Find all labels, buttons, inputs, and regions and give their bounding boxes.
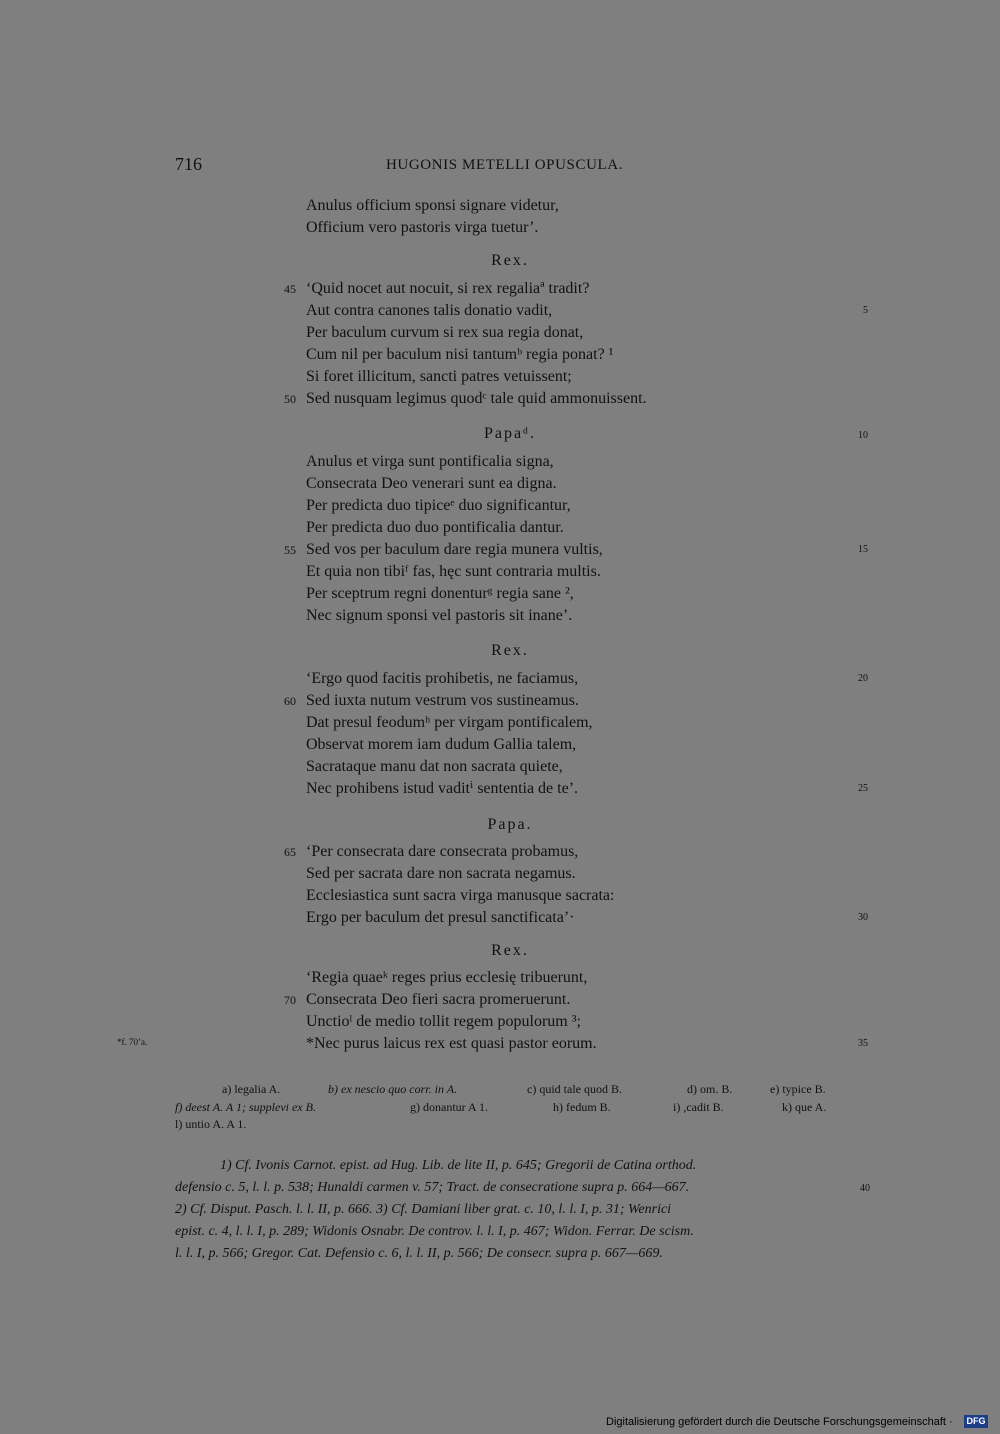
speaker-heading: Rex. — [491, 942, 529, 959]
apparatus-entry: c) quid tale quod B. — [527, 1082, 622, 1096]
right-line-number: 35 — [858, 1038, 868, 1049]
verse-line: Sed iuxta nutum vestrum vos sustineamus. — [306, 692, 579, 709]
right-line-number: 20 — [858, 673, 868, 684]
apparatus-entry: g) donantur A 1. — [410, 1100, 488, 1114]
verse-line: Observat morem iam dudum Gallia talem, — [306, 736, 577, 753]
apparatus-entry: i) ,cadit B. — [673, 1100, 724, 1114]
apparatus-entry: a) legalia A. — [222, 1082, 281, 1096]
speaker-heading: Rex. — [491, 252, 529, 269]
page-number: 716 — [175, 154, 202, 174]
verse-line: ‘Regia quaeᵏ reges prius ecclesię tribuerunt, — [306, 969, 588, 986]
running-title: HUGONIS METELLI OPUSCULA. — [386, 157, 624, 173]
left-line-number: 70 — [284, 993, 296, 1007]
verse-line: Nec signum sponsi vel pastoris sit inane’. — [306, 607, 573, 624]
verse-line: Aut contra canones talis donatio vadit, — [306, 302, 553, 319]
verse-line: Cum nil per baculum nisi tantumᵇ regia ponat? ¹ — [306, 346, 614, 363]
apparatus-entry: k) que A. — [782, 1100, 827, 1114]
footnote-line: epist. c. 4, l. l. I, p. 289; Widonis Osnabr. De controv. l. l. I, p. 467; Widon. Ferrar. De scism. — [175, 1224, 694, 1239]
footnote-line: defensio c. 5, l. l. p. 538; Hunaldi carmen v. 57; Tract. de consecratione supra p. 664—667. — [175, 1180, 690, 1195]
right-line-number: 40 — [860, 1183, 870, 1194]
right-line-number: 10 — [858, 430, 868, 441]
speaker-heading: Rex. — [491, 642, 529, 659]
left-line-number: 45 — [284, 282, 296, 296]
footnote-line: 2) Cf. Disput. Pasch. l. l. II, p. 666. 3) Cf. Damiani liber grat. c. 10, l. l. I, p. 31; Wenrici — [175, 1202, 672, 1217]
left-line-number: 65 — [284, 845, 296, 859]
critical-apparatus — [175, 1081, 855, 1137]
verse-line: *Nec purus laicus rex est quasi pastor eorum. — [306, 1035, 597, 1052]
verse-line: Sed per sacrata dare non sacrata negamus. — [306, 865, 576, 882]
verse-line: Sed vos per baculum dare regia munera vultis, — [306, 541, 603, 558]
apparatus-entry: h) fedum B. — [553, 1100, 611, 1114]
verse-line: Ecclesiastica sunt sacra virga manusque sacrata: — [306, 887, 615, 904]
footnote-line: l. l. I, p. 566; Gregor. Cat. Defensio c. 6, l. l. II, p. 566; De consecr. supra p. 667—669. — [175, 1246, 663, 1261]
left-line-number: 50 — [284, 392, 296, 406]
right-line-number: 30 — [858, 912, 868, 923]
apparatus-entry: b) ex nescio quo corr. in A. — [328, 1082, 458, 1096]
verse-line: Consecrata Deo venerari sunt ea digna. — [306, 475, 557, 492]
verse-line: Sacrataque manu dat non sacrata quiete, — [306, 758, 563, 775]
apparatus-entry: l) untio A. A 1. — [175, 1117, 247, 1131]
verse-line: Si foret illicitum, sancti patres vetuissent; — [306, 368, 572, 385]
verse-line: Unctioˡ de medio tollit regem populorum ³; — [306, 1013, 581, 1030]
footnote-line: 1) Cf. Ivonis Carnot. epist. ad Hug. Lib. de lite II, p. 645; Gregorii de Catina orthod. — [220, 1158, 697, 1173]
verse-line: Officium vero pastoris virga tuetur’. — [306, 219, 539, 236]
verse-line: Nec prohibens istud vaditⁱ sententia de te’. — [306, 780, 579, 797]
verse-line: Anulus officium sponsi signare videtur, — [306, 197, 559, 214]
verse-line: Consecrata Deo fieri sacra promeruerunt. — [306, 991, 571, 1008]
apparatus-entry: f) deest A. A 1; supplevi ex B. — [175, 1100, 316, 1114]
apparatus-entry: e) typice B. — [770, 1082, 826, 1096]
apparatus-entry: d) om. B. — [687, 1082, 733, 1096]
left-line-number: 55 — [284, 543, 296, 557]
speaker-heading: Papaᵈ. — [483, 425, 537, 442]
verse-line: Sed nusquam legimus quodᶜ tale quid ammonuissent. — [306, 390, 647, 407]
verse-line: ‘Ergo quod facitis prohibetis, ne faciamus, — [306, 670, 579, 687]
footnotes — [175, 1155, 851, 1265]
verse-line: Per baculum curvum si rex sua regia donat, — [306, 324, 584, 341]
margin-folio-note: *f. 70’a. — [117, 1037, 148, 1047]
verse-line: Et quia non tibiᶠ fas, hęc sunt contraria multis. — [306, 563, 601, 580]
left-line-number: 60 — [284, 694, 296, 708]
verse-line: ‘Quid nocet aut nocuit, si rex regaliaª tradit? — [306, 280, 590, 297]
verse-line: ‘Per consecrata dare consecrata probamus, — [306, 843, 579, 860]
speaker-heading: Papa. — [487, 816, 533, 833]
footer-credit: Digitalisierung gefördert durch die Deutsche Forschungsgemeinschaft · — [606, 1416, 953, 1428]
verse-line: Ergo per baculum det presul sanctificata’· — [306, 909, 575, 926]
verse-line: Dat presul feodumʰ per virgam pontificalem, — [306, 714, 593, 731]
right-line-number: 25 — [858, 783, 868, 794]
verse-line: Per predicta duo duo pontificalia dantur. — [306, 519, 564, 536]
right-line-number: 15 — [858, 544, 868, 555]
verse-line: Per sceptrum regni donenturᵍ regia sane ², — [306, 585, 574, 602]
dfg-logo: DFG — [964, 1415, 988, 1428]
verse-line: Anulus et virga sunt pontificalia signa, — [306, 453, 554, 470]
right-line-number: 5 — [863, 305, 868, 316]
verse-line: Per predicta duo tipiceᵉ duo significantur, — [306, 497, 571, 514]
